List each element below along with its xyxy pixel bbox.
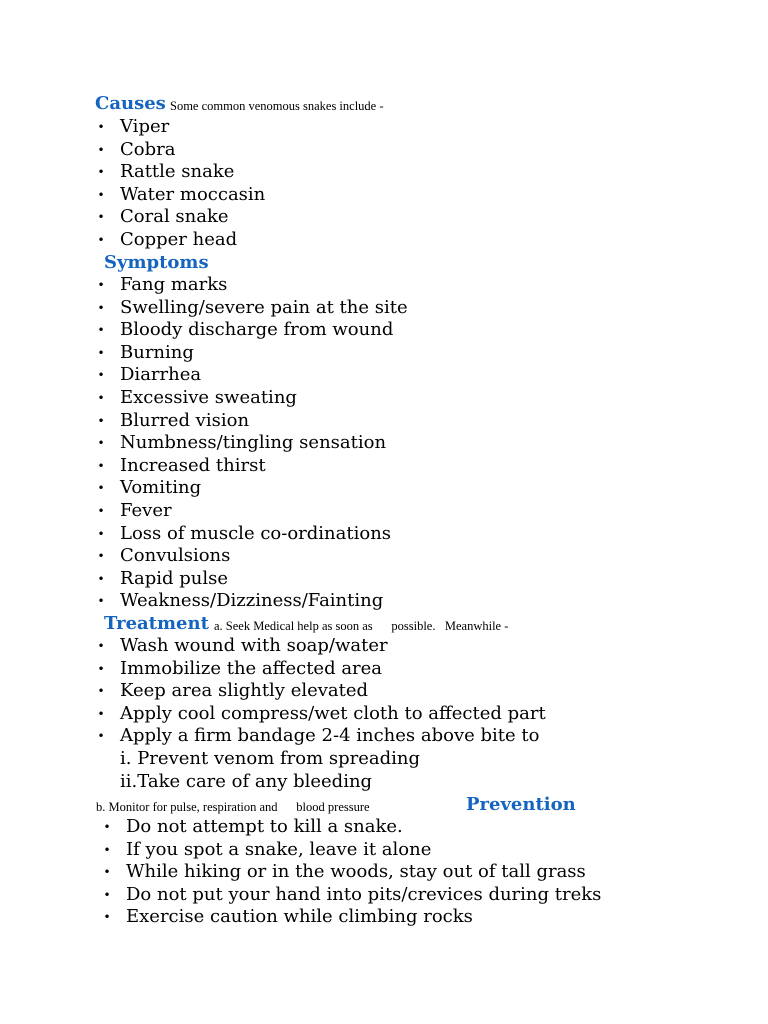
bullet-icon: •: [97, 345, 105, 360]
list-item-text: Loss of muscle co-ordinations: [120, 522, 392, 544]
list-item-text: Immobilize the affected area: [120, 657, 383, 679]
list-item: [96, 116, 265, 139]
prevention-heading: Prevention: [466, 794, 576, 815]
list-item: [96, 229, 265, 252]
bullet-icon: •: [97, 232, 105, 247]
list-item-text: Wash wound with soap/water: [120, 635, 388, 656]
bullet-icon: •: [97, 684, 105, 699]
treatment-subitem: ii.Take care of any bleeding: [120, 770, 373, 792]
list-item: [102, 884, 601, 907]
bullet-icon: •: [97, 368, 105, 383]
list-item: [96, 342, 408, 365]
list-item-text: Viper: [120, 116, 170, 137]
list-item-text: Convulsions: [120, 545, 231, 567]
list-item: [96, 523, 408, 546]
list-item-text: Do not attempt to kill a snake.: [126, 816, 403, 837]
list-item: [96, 455, 408, 478]
list-item-text: Rapid pulse: [120, 567, 228, 589]
list-item-text: Do not put your hand into pits/crevices during treks: [126, 883, 602, 905]
list-item-text: Fever: [120, 499, 172, 521]
causes-heading: Causes: [95, 93, 166, 114]
bullet-icon: •: [97, 120, 105, 134]
list-item: [96, 364, 408, 387]
bullet-icon: •: [97, 571, 105, 586]
list-item: [96, 500, 408, 523]
list-item-text: Fang marks: [120, 274, 228, 295]
bullet-icon: •: [97, 503, 105, 518]
list-item: [96, 725, 546, 748]
bullet-icon: •: [97, 549, 105, 564]
list-item-text: Weakness/Dizziness/Fainting: [120, 590, 384, 612]
list-item: [96, 387, 408, 410]
treatment-heading: Treatment: [104, 613, 209, 634]
bullet-icon: •: [97, 390, 105, 405]
symptoms-heading: Symptoms: [104, 252, 209, 273]
treatment-intro: a. Seek Medical help as soon as possible. Meanwhile -: [214, 619, 509, 633]
list-item: [96, 410, 408, 433]
bullet-icon: •: [97, 526, 105, 541]
prevention-list: [102, 816, 601, 929]
list-item: [96, 139, 265, 162]
list-item-text: Increased thirst: [120, 454, 266, 476]
list-item: [96, 297, 408, 320]
bullet-icon: •: [97, 729, 105, 744]
list-item-text: Vomiting: [120, 477, 202, 499]
bullet-icon: •: [97, 706, 105, 721]
list-item-text: Excessive sweating: [120, 386, 297, 408]
bullet-icon: •: [97, 458, 105, 473]
bullet-icon: •: [97, 436, 105, 451]
list-item: [102, 861, 601, 884]
bullet-icon: •: [103, 820, 111, 834]
list-item: [96, 161, 265, 184]
list-item-text: While hiking or in the woods, stay out of tall grass: [126, 861, 586, 883]
list-item: [96, 206, 265, 229]
list-item: [102, 906, 601, 929]
list-item-text: Numbness/tingling sensation: [120, 432, 387, 454]
list-item-text: Swelling/severe pain at the site: [120, 296, 408, 318]
bullet-icon: •: [97, 594, 105, 609]
list-item-text: Water moccasin: [120, 183, 266, 205]
list-item-text: Keep area slightly elevated: [120, 680, 369, 702]
bullet-icon: •: [97, 165, 105, 180]
bullet-icon: •: [97, 481, 105, 496]
list-item: [96, 590, 408, 613]
bullet-icon: •: [97, 210, 105, 225]
causes-list: [96, 116, 265, 252]
list-item-text: Rattle snake: [120, 161, 235, 183]
bullet-icon: •: [97, 661, 105, 676]
list-item-text: Burning: [120, 341, 194, 363]
list-item-text: Apply a firm bandage 2-4 inches above bite to: [120, 725, 540, 747]
bullet-icon: •: [103, 865, 111, 880]
list-item: [96, 184, 265, 207]
bullet-icon: •: [97, 142, 105, 157]
list-item-text: Copper head: [120, 228, 238, 250]
list-item: [96, 568, 408, 591]
list-item: [96, 477, 408, 500]
list-item-text: Cobra: [120, 138, 176, 160]
list-item: [102, 839, 601, 862]
causes-intro: Some common venomous snakes include -: [170, 99, 384, 113]
list-item: [96, 274, 408, 297]
monitor-note: b. Monitor for pulse, respiration and blood pressure: [96, 800, 370, 814]
list-item-text: Bloody discharge from wound: [120, 319, 394, 341]
list-item: [96, 319, 408, 342]
bullet-icon: •: [97, 413, 105, 428]
bullet-icon: •: [97, 639, 105, 653]
list-item: [102, 816, 601, 839]
list-item-text: Blurred vision: [120, 409, 250, 431]
bullet-icon: •: [103, 910, 111, 925]
treatment-sublist: [120, 748, 420, 793]
list-item-text: Coral snake: [120, 206, 229, 228]
bullet-icon: •: [103, 887, 111, 902]
list-item: [96, 432, 408, 455]
list-item-text: Apply cool compress/wet cloth to affected part: [120, 702, 546, 724]
list-item: [96, 635, 546, 658]
list-item: [96, 545, 408, 568]
list-item: [96, 658, 546, 681]
list-item-text: If you spot a snake, leave it alone: [126, 838, 432, 860]
treatment-subitem: i. Prevent venom from spreading: [120, 748, 421, 769]
bullet-icon: •: [97, 323, 105, 338]
list-item: [96, 680, 546, 703]
bullet-icon: •: [103, 842, 111, 857]
bullet-icon: •: [97, 187, 105, 202]
bullet-icon: •: [97, 300, 105, 315]
list-item-text: Diarrhea: [120, 364, 202, 386]
treatment-list: [96, 635, 546, 748]
list-item-text: Exercise caution while climbing rocks: [126, 906, 473, 928]
bullet-icon: •: [97, 278, 105, 292]
symptoms-list: [96, 274, 408, 613]
list-item: [96, 703, 546, 726]
